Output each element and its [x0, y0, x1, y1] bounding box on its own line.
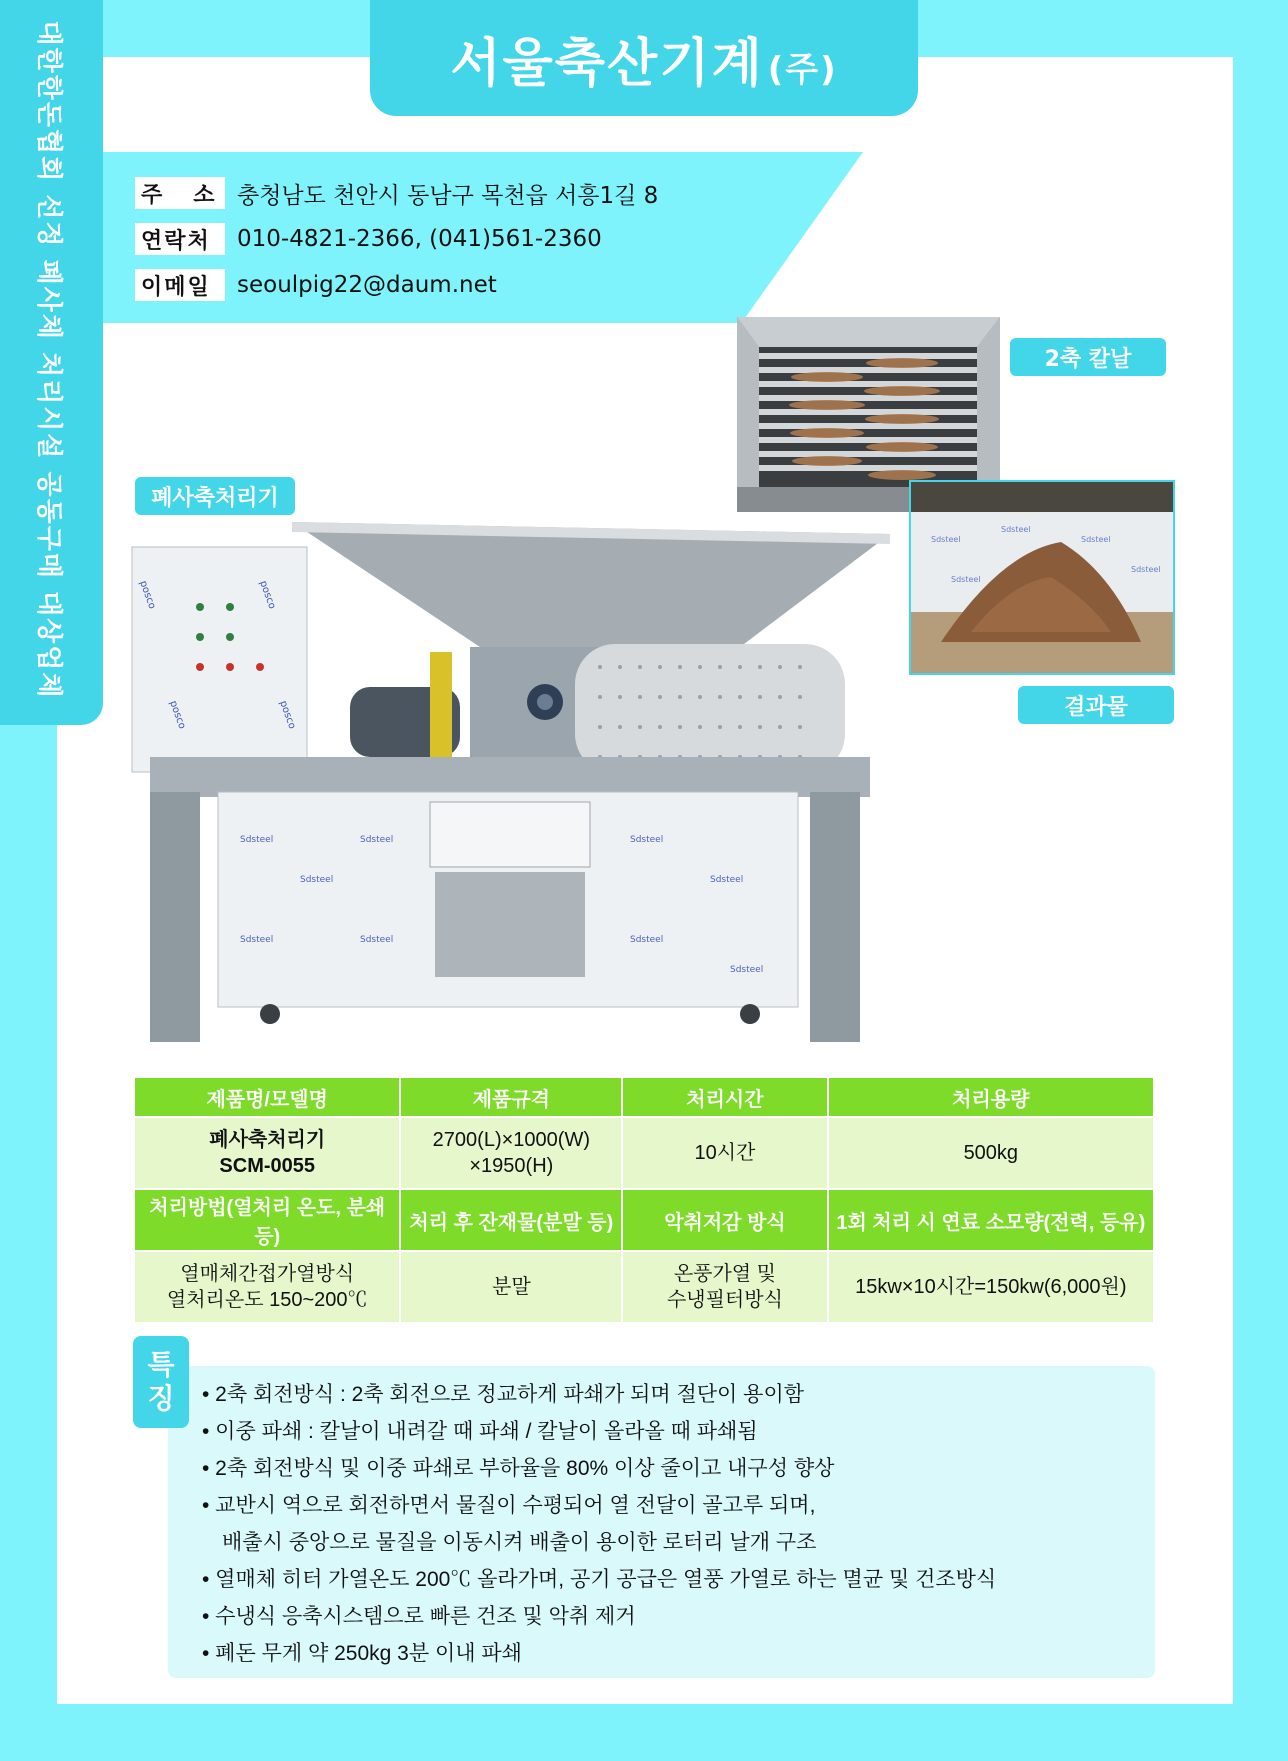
svg-text:Sdsteel: Sdsteel	[630, 935, 664, 945]
contact-label: 주 소	[135, 177, 225, 209]
feature-text-cont: 배출시 중앙으로 물질을 이동시켜 배출이 용이한 로터리 날개 구조	[222, 1531, 817, 1554]
spec-line: 열매체간접가열방식	[180, 1263, 355, 1285]
svg-text:Sdsteel: Sdsteel	[730, 965, 764, 975]
sidebar	[0, 0, 103, 725]
svg-text:Sdsteel: Sdsteel	[360, 935, 394, 945]
spec-line: 폐사축처리기	[209, 1129, 326, 1151]
spec-value-row	[134, 1117, 1154, 1189]
spec-header-cell: 처리 후 잔재물(분말 등)	[400, 1189, 622, 1251]
spec-header-cell: 처리방법(열처리 온도, 분쇄 등)	[134, 1189, 400, 1251]
spec-line: 분말	[492, 1276, 531, 1298]
feature-item	[202, 1635, 996, 1672]
contact-value: 충청남도 천안시 동남구 목천읍 서흥1길 8	[237, 182, 659, 209]
svg-text:Sdsteel: Sdsteel	[1001, 525, 1031, 534]
svg-text:Sdsteel: Sdsteel	[931, 535, 961, 544]
spec-header-row	[134, 1189, 1154, 1251]
svg-text:Sdsteel: Sdsteel	[951, 575, 981, 584]
spec-header-cell: 1회 처리 시 연료 소모량(전력, 등유)	[828, 1189, 1154, 1251]
machine-photo	[130, 522, 920, 1062]
features-tag-line: 특	[147, 1348, 175, 1382]
spec-header-cell: 처리시간	[622, 1077, 827, 1117]
spec-line: 온풍가열 및	[673, 1263, 777, 1285]
spec-line: 500kg	[963, 1142, 1019, 1164]
result-photo	[909, 480, 1175, 675]
feature-item	[202, 1376, 996, 1413]
contact-label: 이메일	[135, 269, 225, 301]
feature-text: • 2축 회전방식 : 2축 회전으로 정교하게 파쇄가 되며 절단이 용이함	[202, 1383, 805, 1406]
feature-item	[202, 1598, 996, 1635]
spec-line: 15kw×10시간=150kw(6,000원)	[855, 1276, 1127, 1298]
spec-value-row	[134, 1251, 1154, 1323]
spec-line: 10시간	[694, 1142, 756, 1164]
spec-cell-time	[622, 1117, 827, 1189]
contact-row-email	[135, 269, 497, 301]
contact-row-address	[135, 177, 658, 209]
features-tag-line: 징	[147, 1382, 175, 1415]
features-list	[202, 1376, 996, 1672]
tag-result: 결과물	[1018, 686, 1174, 724]
svg-text:Sdsteel: Sdsteel	[360, 835, 394, 845]
svg-text:posco: posco	[137, 579, 158, 611]
spec-header-cell: 악취저감 방식	[622, 1189, 827, 1251]
spec-header-cell: 제품규격	[400, 1077, 622, 1117]
tag-main-machine: 폐사축처리기	[135, 477, 295, 515]
feature-item	[202, 1413, 996, 1450]
feature-text: • 수냉식 응축시스템으로 빠른 건조 및 악취 제거	[202, 1605, 636, 1628]
spec-cell-fuel	[828, 1251, 1154, 1323]
feature-text: • 2축 회전방식 및 이중 파쇄로 부하율을 80% 이상 줄이고 내구성 향상	[202, 1457, 835, 1480]
feature-item	[202, 1487, 996, 1561]
company-name: 서울축산기계	[450, 33, 764, 94]
svg-text:Sdsteel: Sdsteel	[630, 835, 664, 845]
spec-cell-odor	[622, 1251, 827, 1323]
spec-header-cell: 처리용량	[828, 1077, 1154, 1117]
spec-table	[133, 1076, 1155, 1324]
contact-value: 010-4821-2366, (041)561-2360	[237, 226, 602, 252]
feature-item	[202, 1561, 996, 1598]
spec-cell-method	[134, 1251, 400, 1323]
feature-text: • 교반시 역으로 회전하면서 물질이 수평되어 열 전달이 골고루 되며,	[202, 1494, 816, 1517]
spec-line: 2700(L)×1000(W)	[432, 1129, 590, 1151]
svg-text:Sdsteel: Sdsteel	[710, 875, 744, 885]
spec-cell-residue	[400, 1251, 622, 1323]
contact-row-phone	[135, 223, 602, 255]
tag-blades: 2축 칼날	[1010, 338, 1166, 376]
spec-cell-size	[400, 1117, 622, 1189]
spec-line: 수냉필터방식	[666, 1289, 783, 1311]
spec-header-cell: 제품명/모델명	[134, 1077, 400, 1117]
contact-value: seoulpig22@daum.net	[237, 272, 497, 298]
svg-text:posco: posco	[277, 699, 298, 731]
spec-line: SCM-0055	[219, 1155, 316, 1177]
svg-text:Sdsteel: Sdsteel	[240, 835, 274, 845]
features-tag	[133, 1336, 189, 1428]
title-box	[370, 0, 918, 116]
spec-header-row	[134, 1077, 1154, 1117]
feature-text: • 열매체 히터 가열온도 200℃ 올라가며, 공기 공급은 열풍 가열로 하는 멸균 및 건조방식	[202, 1568, 997, 1591]
spec-cell-capacity	[828, 1117, 1154, 1189]
svg-text:posco: posco	[257, 579, 278, 611]
svg-text:Sdsteel: Sdsteel	[300, 875, 334, 885]
company-suffix: (주)	[767, 49, 838, 90]
company-title	[450, 21, 837, 96]
feature-text: • 이중 파쇄 : 칼날이 내려갈 때 파쇄 / 칼날이 올라올 때 파쇄됨	[202, 1420, 758, 1443]
svg-text:Sdsteel: Sdsteel	[240, 935, 274, 945]
feature-item	[202, 1450, 996, 1487]
contact-label: 연락처	[135, 223, 225, 255]
feature-text: • 폐돈 무게 약 250kg 3분 이내 파쇄	[202, 1642, 522, 1665]
spec-line: ×1950(H)	[469, 1155, 554, 1177]
spec-cell-product	[134, 1117, 400, 1189]
svg-text:posco: posco	[167, 699, 188, 731]
svg-text:Sdsteel: Sdsteel	[1131, 565, 1161, 574]
sidebar-text: 대한한돈협회 선정 폐사체 처리시설 공동구매 대상업체	[33, 20, 64, 700]
svg-text:Sdsteel: Sdsteel	[1081, 535, 1111, 544]
spec-line: 열처리온도 150~200℃	[166, 1289, 368, 1311]
